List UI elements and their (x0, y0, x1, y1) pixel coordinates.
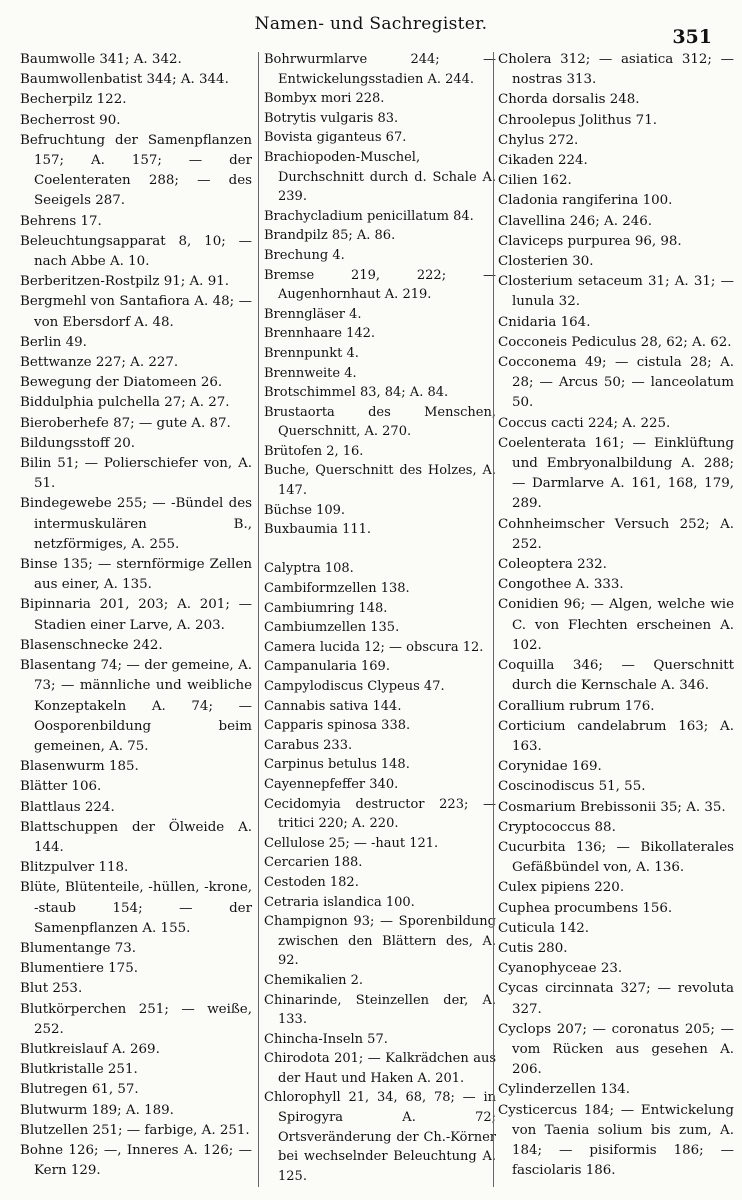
index-entry: Bergmehl von Santafiora A. 48; — von Ebersdorf A. 48. (20, 294, 252, 330)
index-entry: Cecidomyia destructor 223; — tritici 220; A. 220. (264, 796, 496, 832)
running-title: Namen- und Sachregister. (254, 14, 488, 34)
index-entry: Baumwolle 341; A. 342. (20, 52, 182, 67)
index-column-1 (20, 50, 252, 1190)
index-entry: Coscinodiscus 51, 55. (498, 779, 646, 795)
index-entry: Becherrost 90. (20, 112, 121, 128)
index-entry: Cyclops 207; — coronatus 205; — vom Rücken aus gesehen A. 206. (498, 1021, 734, 1078)
index-entry: Carpinus betulus 148. (264, 757, 410, 773)
index-entry: Blut 253. (20, 981, 83, 997)
index-entry: Cuticula 142. (498, 920, 589, 936)
index-entry: Botrytis vulgaris 83. (264, 110, 399, 126)
index-entry: Cellulose 25; — -haut 121. (264, 835, 439, 851)
index-entry: Blasenwurm 185. (20, 759, 139, 775)
index-entry: Blutkörperchen 251; — weiße, 252. (20, 1001, 252, 1037)
index-entry: Cryptococcus 88. (498, 819, 616, 835)
index-entry: Brenngläser 4. (264, 306, 362, 322)
index-entry: Culex pipiens 220. (498, 880, 625, 896)
index-column-3 (498, 50, 734, 1190)
index-entry: Closterien 30. (498, 254, 594, 270)
index-entry: Bohne 126; —, Inneres A. 126; — Kern 129. (20, 1142, 252, 1179)
index-entry: Campanularia 169. (264, 659, 390, 675)
index-entry: Coquilla 346; — Querschnitt durch die Kernschale A. 346. (498, 658, 734, 694)
index-entry: Cikaden 224. (498, 153, 588, 169)
index-entry: Conidien 96; — Algen, welche wie C. von Flechten erscheinen A. 102. (498, 597, 734, 653)
index-entry: Behrens 17. (20, 213, 102, 229)
index-entry: Bewegung der Diatomeen 26. (20, 375, 223, 391)
index-entry: Cestoden 182. (264, 874, 359, 890)
index-entry: Cayennepfeffer 340. (264, 776, 399, 792)
index-entry: Bohrwurmlarve 244; — Entwickelungsstadien A. 244. (264, 52, 496, 87)
index-entry: Baumwollenbatist 344; A. 344. (20, 72, 229, 88)
index-entry: Congothee A. 333. (498, 577, 624, 593)
index-entry: Closterium setaceum 31; A. 31; — lunula 32. (498, 274, 734, 310)
index-entry: Biddulphia pulchella 27; A. 27. (20, 395, 230, 411)
index-columns (20, 50, 734, 1195)
index-entry: Coelenterata 161; — Einklüftung und Embryonalbildung A. 288; — Darmlarve A. 161, 168, 179, 289. (498, 435, 734, 512)
index-entry: Cannabis sativa 144. (264, 698, 402, 714)
index-entry: Chroolepus Jolithus 71. (498, 112, 657, 128)
index-entry: Corynidae 169. (498, 759, 602, 775)
index-entry: Claviceps purpurea 96, 98. (498, 233, 682, 249)
index-entry: Brechung 4. (264, 247, 345, 263)
index-entry: Chylus 272. (498, 132, 579, 148)
index-entry: Cnidaria 164. (498, 314, 591, 330)
index-entry: Blitzpulver 118. (20, 860, 129, 876)
index-entry: Buche, Querschnitt des Holzes, A. 147. (264, 463, 496, 499)
index-entry: Brachiopoden-Muschel, Durchschnitt durch d. Schale A. 239. (264, 149, 496, 205)
index-entry: Blattschuppen der Ölweide A. 144. (20, 819, 252, 855)
index-entry: Blasenschnecke 242. (20, 637, 163, 653)
index-entry: Chorda dorsalis 248. (498, 92, 640, 108)
index-entry: Brennpunkt 4. (264, 345, 359, 361)
index-entry: Brachycladium penicillatum 84. (264, 208, 474, 224)
index-entry: Coleoptera 232. (498, 557, 607, 573)
index-entry: Bovista giganteus 67. (264, 130, 407, 146)
index-entry: Berberitzen-Rostpilz 91; A. 91. (20, 274, 229, 290)
index-entry: Cutis 280. (498, 940, 568, 956)
index-entry: Becherpilz 122. (20, 92, 127, 108)
index-entry: Blattlaus 224. (20, 799, 115, 815)
index-entry: Binse 135; — sternförmige Zellen aus einer, A. 135. (20, 557, 252, 593)
index-entry: Cohnheimscher Versuch 252; A. 252. (498, 516, 734, 552)
index-entry: Cetraria islandica 100. (264, 894, 415, 910)
index-entry: Bieroberhefe 87; — gute A. 87. (20, 415, 231, 431)
index-entry: Bindegewebe 255; — -Bündel des intermuskulären B., netzförmiges, A. 255. (20, 496, 252, 552)
index-column-2 (264, 50, 496, 1190)
index-entry: Cocconema 49; — cistula 28; A. 28; — Arcus 50; — lanceolatum 50. (498, 355, 734, 411)
index-entry: Cambiumzellen 135. (264, 620, 400, 636)
index-entry: Cuphea procumbens 156. (498, 900, 673, 916)
index-entry: Cycas circinnata 327; — revoluta 327. (498, 981, 734, 1017)
index-entry: Chincha-Inseln 57. (264, 1031, 388, 1047)
index-entry: Brustaorta des Menschen, Querschnitt, A. 270. (264, 404, 496, 440)
index-entry: Bildungsstoff 20. (20, 435, 136, 451)
index-entry: Campylodiscus Clypeus 47. (264, 679, 445, 694)
index-entry: Bilin 51; — Polierschiefer von, A. 51. (20, 456, 252, 492)
index-entry: Blüte, Blütenteile, -hüllen, -krone, -staub 154; — der Samenpflanzen A. 155. (20, 880, 252, 936)
index-entry: Blumentiere 175. (20, 961, 138, 977)
index-entry: Blutkristalle 251. (20, 1062, 138, 1078)
index-entry: Bettwanze 227; A. 227. (20, 355, 179, 371)
column-divider (258, 52, 259, 1187)
index-entry: Cholera 312; — asiatica 312; — nostras 313. (498, 52, 734, 88)
index-entry: Calyptra 108. (264, 561, 354, 577)
index-entry: Brennweite 4. (264, 365, 357, 381)
index-entry: Befruchtung der Samenpflanzen 157; A. 157; — der Coelenteraten 288; — des Seeigels 287. (20, 132, 252, 209)
index-entry: Clavellina 246; A. 246. (498, 213, 653, 229)
index-entry: Cucurbita 136; — Bikollaterales Gefäßbündel von, A. 136. (498, 839, 734, 876)
index-entry: Blutregen 61, 57. (20, 1082, 139, 1098)
index-entry: Bipinnaria 201, 203; A. 201; — Stadien einer Larve, A. 203. (20, 597, 252, 633)
index-entry: Chirodota 201; — Kalkrädchen aus der Haut und Haken A. 201. (264, 1051, 496, 1086)
column-divider (493, 52, 494, 1187)
index-entry: Cysticercus 184; — Entwickelung von Taenia solium bis zum, A. 184; — pisiformis 186; — fasciolaris 186. (498, 1102, 734, 1179)
index-entry: Cladonia rangiferina 100. (498, 193, 673, 209)
index-entry: Blätter 106. (20, 779, 102, 795)
index-entry: Berlin 49. (20, 334, 87, 350)
index-entry: Brotschimmel 83, 84; A. 84. (264, 385, 449, 401)
page-number: 351 (672, 26, 712, 48)
index-entry: Cosmarium Brebissonii 35; A. 35. (498, 799, 726, 815)
index-entry: Blasentang 74; — der gemeine, A. 73; — männliche und weibliche Konzeptakeln A. 74; — Oosporenbildung beim gemeinen, A. 75. (20, 658, 252, 754)
index-entry: Corticium candelabrum 163; A. 163. (498, 718, 734, 754)
index-entry: Cyanophyceae 23. (498, 961, 623, 977)
index-entry: Cylinderzellen 134. (498, 1082, 631, 1098)
index-entry: Bremse 219, 222; — Augenhornhaut A. 219. (264, 267, 496, 303)
index-entry: Beleuchtungsapparat 8, 10; — nach Abbe A. 10. (20, 233, 252, 270)
index-entry: Blutzellen 251; — farbige, A. 251. (20, 1122, 250, 1138)
index-entry: Blumentange 73. (20, 940, 137, 956)
index-entry: Chinarinde, Steinzellen der, A. 133. (264, 992, 496, 1028)
index-entry: Blutkreislauf A. 269. (20, 1041, 160, 1057)
index-entry: Chemikalien 2. (264, 972, 364, 988)
index-entry: Büchse 109. (264, 502, 346, 518)
index-entry: Cercarien 188. (264, 855, 363, 871)
index-entry: Corallium rubrum 176. (498, 698, 655, 714)
index-entry: Blutwurm 189; A. 189. (20, 1102, 174, 1118)
index-entry: Brennhaare 142. (264, 326, 376, 342)
page-header (0, 12, 742, 48)
index-entry: Carabus 233. (264, 737, 353, 753)
index-entry: Chlorophyll 21, 34, 68, 78; — in Spirogyra A. 72; Ortsveränderung der Ch.-Körner bei wechselnder Beleuchtung A. 125. (264, 1090, 496, 1184)
index-entry: Cambiumring 148. (264, 600, 388, 616)
index-entry: Camera lucida 12; — obscura 12. (264, 639, 484, 655)
index-entry: Cocconeis Pediculus 28, 62; A. 62. (498, 334, 732, 350)
index-entry: Coccus cacti 224; A. 225. (498, 415, 671, 431)
index-entry: Bombyx mori 228. (264, 91, 385, 107)
index-entry: Champignon 93; — Sporenbildung zwischen den Blättern des, A. 92. (264, 914, 496, 969)
index-entry: Brandpilz 85; A. 86. (264, 228, 396, 244)
section-gap (264, 540, 496, 560)
index-entry: Capparis spinosa 338. (264, 718, 411, 734)
index-entry: Cambiformzellen 138. (264, 581, 410, 597)
index-entry: Buxbaumia 111. (264, 522, 372, 538)
index-entry: Brütofen 2, 16. (264, 443, 364, 459)
index-entry: Cilien 162. (498, 173, 572, 189)
